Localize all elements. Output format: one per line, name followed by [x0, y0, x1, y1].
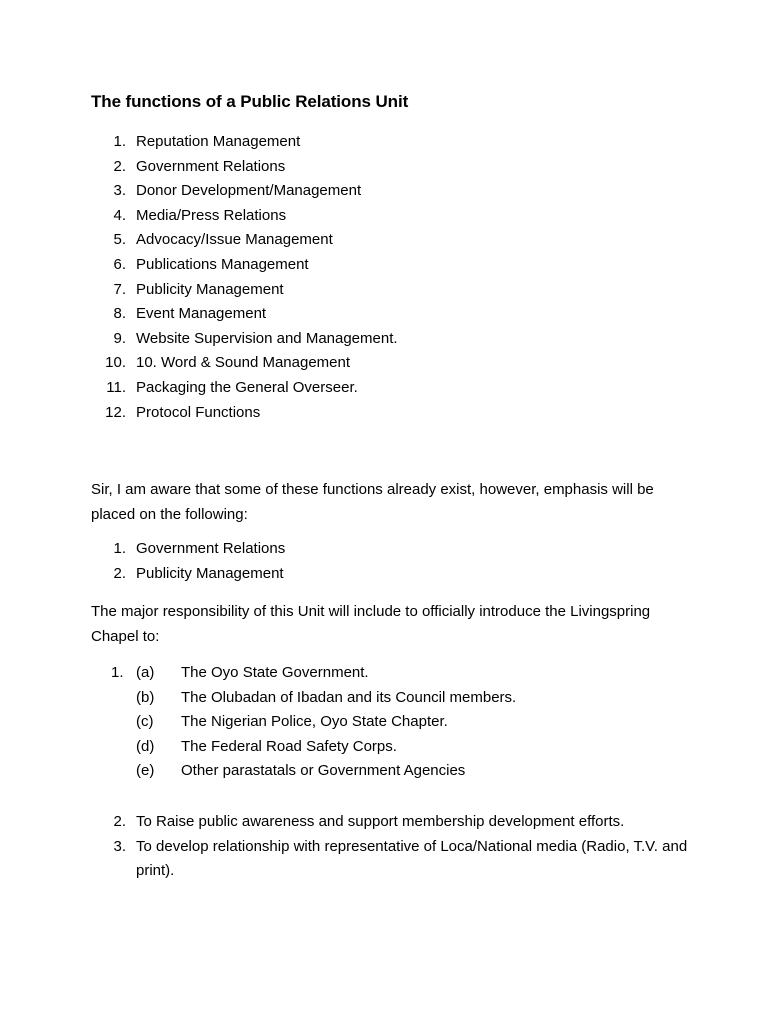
emphasis-paragraph: Sir, I am aware that some of these functions already exist, however, emphasis will be placed on the following:: [91, 481, 654, 523]
list-number: 1.: [113, 133, 126, 150]
list-letter: (a): [136, 664, 155, 681]
list-number: 4.: [113, 206, 126, 224]
list-number: 5.: [113, 231, 126, 249]
list-text: The Federal Road Safety Corps.: [181, 737, 397, 755]
list-item: [90, 835, 710, 884]
list-text: Other parastatals or Government Agencies: [181, 762, 466, 780]
list-text: The Olubadan of Ibadan and its Council members.: [181, 688, 517, 706]
list-text: Publicity Management: [136, 280, 284, 298]
list-number: 1.: [113, 540, 126, 557]
list-letter: (e): [136, 762, 155, 780]
list-number: 2.: [113, 564, 126, 582]
list-number: 1.: [111, 664, 124, 681]
list-number: 3.: [113, 182, 126, 200]
list-item: [90, 810, 710, 835]
list-text: Donor Development/Management: [136, 182, 362, 200]
list-text: Reputation Management: [136, 133, 301, 150]
list-number: 2.: [113, 157, 126, 175]
document-title: The functions of a Public Relations Unit: [91, 92, 409, 111]
list-number: 2.: [113, 813, 126, 830]
list-text: 10. Word & Sound Management: [136, 354, 351, 372]
list-number: 6.: [113, 255, 126, 273]
list-text: Media/Press Relations: [136, 206, 287, 224]
list-letter: (d): [136, 737, 155, 755]
list-number: 12.: [105, 403, 126, 421]
list-letter: (b): [136, 688, 155, 706]
goals-list: [90, 810, 710, 884]
list-text: To Raise public awareness and support membership development efforts.: [136, 813, 625, 830]
list-text: Publications Management: [136, 255, 309, 273]
list-text: The Nigerian Police, Oyo State Chapter.: [181, 713, 448, 731]
list-text: To develop relationship with representative of Loca/National media (Radio, T.V. and print).: [136, 837, 688, 880]
list-number: 9.: [113, 329, 126, 347]
list-letter: (c): [136, 713, 154, 731]
list-text: Website Supervision and Management.: [136, 329, 398, 347]
list-text: Government Relations: [136, 540, 286, 557]
list-text: Protocol Functions: [136, 403, 261, 421]
list-text: The Oyo State Government.: [181, 664, 369, 681]
list-number: 3.: [113, 837, 126, 855]
list-text: Packaging the General Overseer.: [136, 378, 358, 396]
list-text: Government Relations: [136, 157, 286, 175]
list-number: 7.: [113, 280, 126, 298]
list-text: Event Management: [136, 305, 267, 323]
list-text: Publicity Management: [136, 564, 284, 582]
list-number: 8.: [113, 305, 126, 323]
list-number: 10.: [105, 354, 126, 372]
list-text: Advocacy/Issue Management: [136, 231, 333, 249]
responsibility-paragraph: The major responsibility of this Unit will include to officially introduce the Livingspring Chapel to:: [91, 603, 651, 645]
list-number: 11.: [106, 378, 126, 396]
